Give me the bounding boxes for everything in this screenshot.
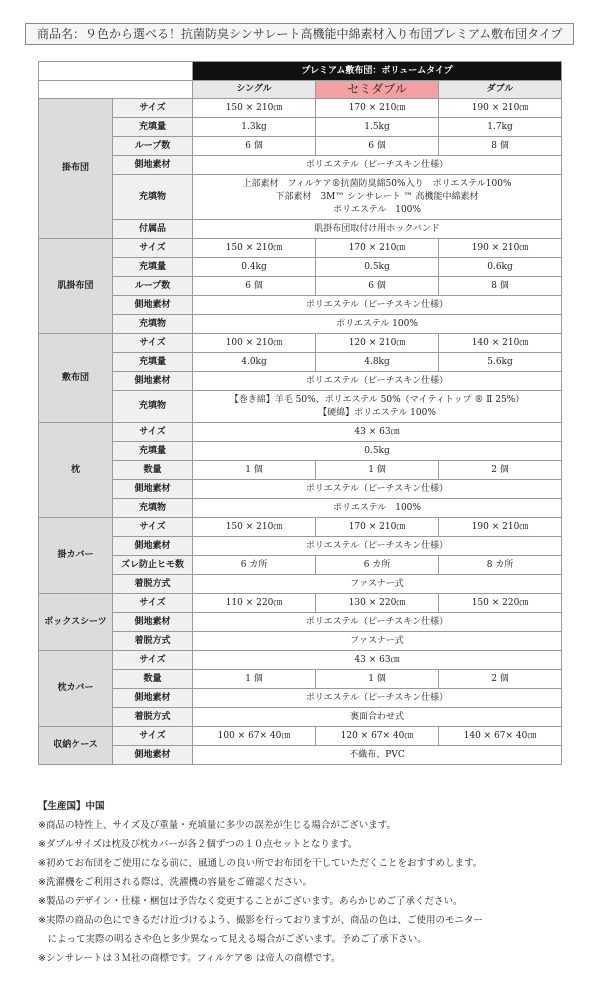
value-cell-merged: 0.5kg <box>193 442 562 461</box>
table-row <box>39 99 562 118</box>
attribute-label: 数量 <box>113 670 193 689</box>
attribute-label: 充填量 <box>113 258 193 277</box>
value-cell-multiline <box>193 391 562 423</box>
note-line: ※実際の商品の色にできるだけ近づけるよう、撮影を行っておりますが、商品の色は、ご使用のモニター <box>38 915 483 926</box>
note-line: によって実際の明るさや色と多少異なって見える場合がございます。予めご了承下さい。 <box>38 934 427 945</box>
value-cell-merged: ポリエステル（ピーチスキン仕様） <box>193 296 562 315</box>
attribute-label: 側地素材 <box>113 613 193 632</box>
table-corner <box>39 62 193 81</box>
spec-table-container <box>38 61 561 765</box>
table-row <box>39 220 562 239</box>
value-cell: 6 個 <box>316 277 439 296</box>
value-cell: 1 個 <box>193 461 316 480</box>
attribute-label: 充填物 <box>113 391 193 423</box>
attribute-label: 数量 <box>113 461 193 480</box>
table-row <box>39 239 562 258</box>
group-label: 枕カバー <box>39 651 113 727</box>
value-cell-merged: ファスナー式 <box>193 575 562 594</box>
attribute-label: サイズ <box>113 727 193 746</box>
value-cell: 8 カ所 <box>439 556 562 575</box>
value-cell: 6 個 <box>193 277 316 296</box>
table-row <box>39 156 562 175</box>
value-cell: 170 × 210㎝ <box>316 239 439 258</box>
attribute-label: 側地素材 <box>113 746 193 765</box>
table-row <box>39 689 562 708</box>
value-line: 上部素材 フィルケア®抗菌防臭綿50%入り ポリエステル100% <box>242 178 512 189</box>
attribute-label: サイズ <box>113 594 193 613</box>
note-line: ※ダブルサイズは枕及び枕カバーが各２個ずつの１０点セットとなります。 <box>38 839 358 850</box>
value-line: 【硬綿】ポリエステル 100% <box>318 407 436 418</box>
value-cell: 170 × 210㎝ <box>316 99 439 118</box>
value-cell: 0.6kg <box>439 258 562 277</box>
value-cell-merged: ポリエステル（ピーチスキン仕様） <box>193 480 562 499</box>
value-cell-merged: 裏面合わせ式 <box>193 708 562 727</box>
attribute-label: ループ数 <box>113 137 193 156</box>
notes-section <box>38 797 578 968</box>
table-row <box>39 556 562 575</box>
table-row <box>39 372 562 391</box>
group-label: ボックスシーツ <box>39 594 113 651</box>
table-row <box>39 499 562 518</box>
table-row <box>39 480 562 499</box>
table-row <box>39 518 562 537</box>
value-cell: 6 カ所 <box>316 556 439 575</box>
group-label: 掛布団 <box>39 99 113 239</box>
table-row <box>39 258 562 277</box>
note-line: ※製品のデザイン・仕様・梱包は予告なく変更することがございます。あらかじめご了承ください。 <box>38 896 463 907</box>
value-line: 【巻き綿】羊毛 50%、ポリエステル 50%（マイティトップ ® Ⅱ 25%） <box>229 394 525 405</box>
value-cell-merged: ポリエステル（ピーチスキン仕様） <box>193 156 562 175</box>
table-row <box>39 423 562 442</box>
value-cell: 150 × 210㎝ <box>193 99 316 118</box>
value-cell-merged: 43 × 63㎝ <box>193 423 562 442</box>
value-cell-multiline <box>193 175 562 220</box>
value-cell: 190 × 210㎝ <box>439 518 562 537</box>
table-row <box>39 334 562 353</box>
attribute-label: 充填物 <box>113 315 193 334</box>
group-label: 敷布団 <box>39 334 113 423</box>
table-row <box>39 118 562 137</box>
value-cell: 1.3kg <box>193 118 316 137</box>
value-cell: 1.7kg <box>439 118 562 137</box>
value-cell-merged: ポリエステル 100% <box>193 315 562 334</box>
table-row <box>39 461 562 480</box>
value-cell: 1 個 <box>316 461 439 480</box>
attribute-label: ズレ防止ヒモ数 <box>113 556 193 575</box>
value-cell: 1 個 <box>316 670 439 689</box>
table-row <box>39 632 562 651</box>
product-name-bar <box>25 23 574 45</box>
note-line: ※シンサレートは３Ｍ社の商標です。フィルケア® は帝人の商標です。 <box>38 953 341 964</box>
table-row <box>39 575 562 594</box>
value-cell: 2 個 <box>439 670 562 689</box>
table-row <box>39 277 562 296</box>
table-row <box>39 391 562 423</box>
table-row <box>39 613 562 632</box>
value-cell: 2 個 <box>439 461 562 480</box>
note-line: ※商品の特性上、サイズ及び重量・充填量に多少の誤差が生じる場合がございます。 <box>38 820 396 831</box>
table-row <box>39 137 562 156</box>
table-row <box>39 175 562 220</box>
attribute-label: 側地素材 <box>113 156 193 175</box>
attribute-label: 充填量 <box>113 442 193 461</box>
value-cell-merged: 不織布、PVC <box>193 746 562 765</box>
value-cell: 140 × 67× 40㎝ <box>439 727 562 746</box>
value-cell: 120 × 67× 40㎝ <box>316 727 439 746</box>
table-title: プレミアム敷布団：ボリュームタイプ <box>193 62 562 81</box>
table-row <box>39 727 562 746</box>
value-cell-merged: ポリエステル（ピーチスキン仕様） <box>193 372 562 391</box>
note-line: ※洗濯機をご利用される際は、洗濯機の容量をご確認ください。 <box>38 877 312 888</box>
value-cell: 1 個 <box>193 670 316 689</box>
value-cell: 5.6kg <box>439 353 562 372</box>
table-row <box>39 537 562 556</box>
table-row <box>39 708 562 727</box>
spec-table <box>38 61 562 765</box>
attribute-label: サイズ <box>113 518 193 537</box>
value-cell: 140 × 210㎝ <box>439 334 562 353</box>
value-line: 下部素材 3M™ シンサレート ™ 高機能中綿素材 <box>275 191 479 202</box>
value-cell-merged: 肌掛布団取付け用ホックバンド <box>193 220 562 239</box>
value-cell: 190 × 210㎝ <box>439 99 562 118</box>
value-cell: 170 × 210㎝ <box>316 518 439 537</box>
table-row <box>39 442 562 461</box>
attribute-label: 充填物 <box>113 499 193 518</box>
attribute-label: 着脱方式 <box>113 632 193 651</box>
group-label: 枕 <box>39 423 113 518</box>
table-row <box>39 670 562 689</box>
attribute-label: 側地素材 <box>113 480 193 499</box>
attribute-label: ループ数 <box>113 277 193 296</box>
attribute-label: 側地素材 <box>113 689 193 708</box>
table-row <box>39 594 562 613</box>
column-header-double: ダブル <box>439 81 562 99</box>
value-line: ポリエステル 100% <box>333 204 421 215</box>
attribute-label: サイズ <box>113 99 193 118</box>
value-cell-merged: ポリエステル 100% <box>193 499 562 518</box>
value-cell: 6 個 <box>316 137 439 156</box>
column-header-single: シングル <box>193 81 316 99</box>
attribute-label: 着脱方式 <box>113 708 193 727</box>
value-cell: 6 個 <box>193 137 316 156</box>
table-row <box>39 315 562 334</box>
table-row <box>39 651 562 670</box>
value-cell: 110 × 220㎝ <box>193 594 316 613</box>
group-label: 肌掛布団 <box>39 239 113 334</box>
value-cell-merged: ファスナー式 <box>193 632 562 651</box>
note-line: ※初めてお布団をご使用になる前に、風通しの良い所でお布団を干していただくことをおすすめします。 <box>38 858 483 869</box>
value-cell: 4.0kg <box>193 353 316 372</box>
value-cell: 150 × 220㎝ <box>439 594 562 613</box>
value-cell: 0.4kg <box>193 258 316 277</box>
table-row <box>39 353 562 372</box>
value-cell-merged: ポリエステル（ピーチスキン仕様） <box>193 537 562 556</box>
table-row <box>39 746 562 765</box>
group-label: 掛カバー <box>39 518 113 594</box>
attribute-label: 充填量 <box>113 353 193 372</box>
attribute-label: 充填物 <box>113 175 193 220</box>
column-header-corner <box>39 81 193 99</box>
value-cell-merged: ポリエステル（ピーチスキン仕様） <box>193 613 562 632</box>
attribute-label: 付属品 <box>113 220 193 239</box>
attribute-label: 側地素材 <box>113 537 193 556</box>
group-label: 収納ケース <box>39 727 113 765</box>
attribute-label: 側地素材 <box>113 296 193 315</box>
value-cell: 150 × 210㎝ <box>193 518 316 537</box>
attribute-label: サイズ <box>113 334 193 353</box>
table-row <box>39 296 562 315</box>
value-cell-merged: ポリエステル（ピーチスキン仕様） <box>193 689 562 708</box>
product-name-text: 商品名：９色から選べる！抗菌防臭シンサレート高機能中綿素材入り布団プレミアム敷布団タイプ <box>37 27 563 41</box>
value-cell: 8 個 <box>439 277 562 296</box>
value-cell: 1.5kg <box>316 118 439 137</box>
attribute-label: 着脱方式 <box>113 575 193 594</box>
column-header-semi-double: セミダブル <box>316 81 439 99</box>
attribute-label: サイズ <box>113 423 193 442</box>
production-country: 【生産国】中国 <box>38 801 105 812</box>
attribute-label: 側地素材 <box>113 372 193 391</box>
value-cell: 150 × 210㎝ <box>193 239 316 258</box>
value-cell: 190 × 210㎝ <box>439 239 562 258</box>
value-cell: 100 × 210㎝ <box>193 334 316 353</box>
value-cell: 100 × 67× 40㎝ <box>193 727 316 746</box>
value-cell-merged: 43 × 63㎝ <box>193 651 562 670</box>
value-cell: 4.8kg <box>316 353 439 372</box>
value-cell: 130 × 220㎝ <box>316 594 439 613</box>
attribute-label: サイズ <box>113 239 193 258</box>
value-cell: 6 カ所 <box>193 556 316 575</box>
value-cell: 120 × 210㎝ <box>316 334 439 353</box>
value-cell: 0.5kg <box>316 258 439 277</box>
attribute-label: サイズ <box>113 651 193 670</box>
value-cell: 8 個 <box>439 137 562 156</box>
attribute-label: 充填量 <box>113 118 193 137</box>
